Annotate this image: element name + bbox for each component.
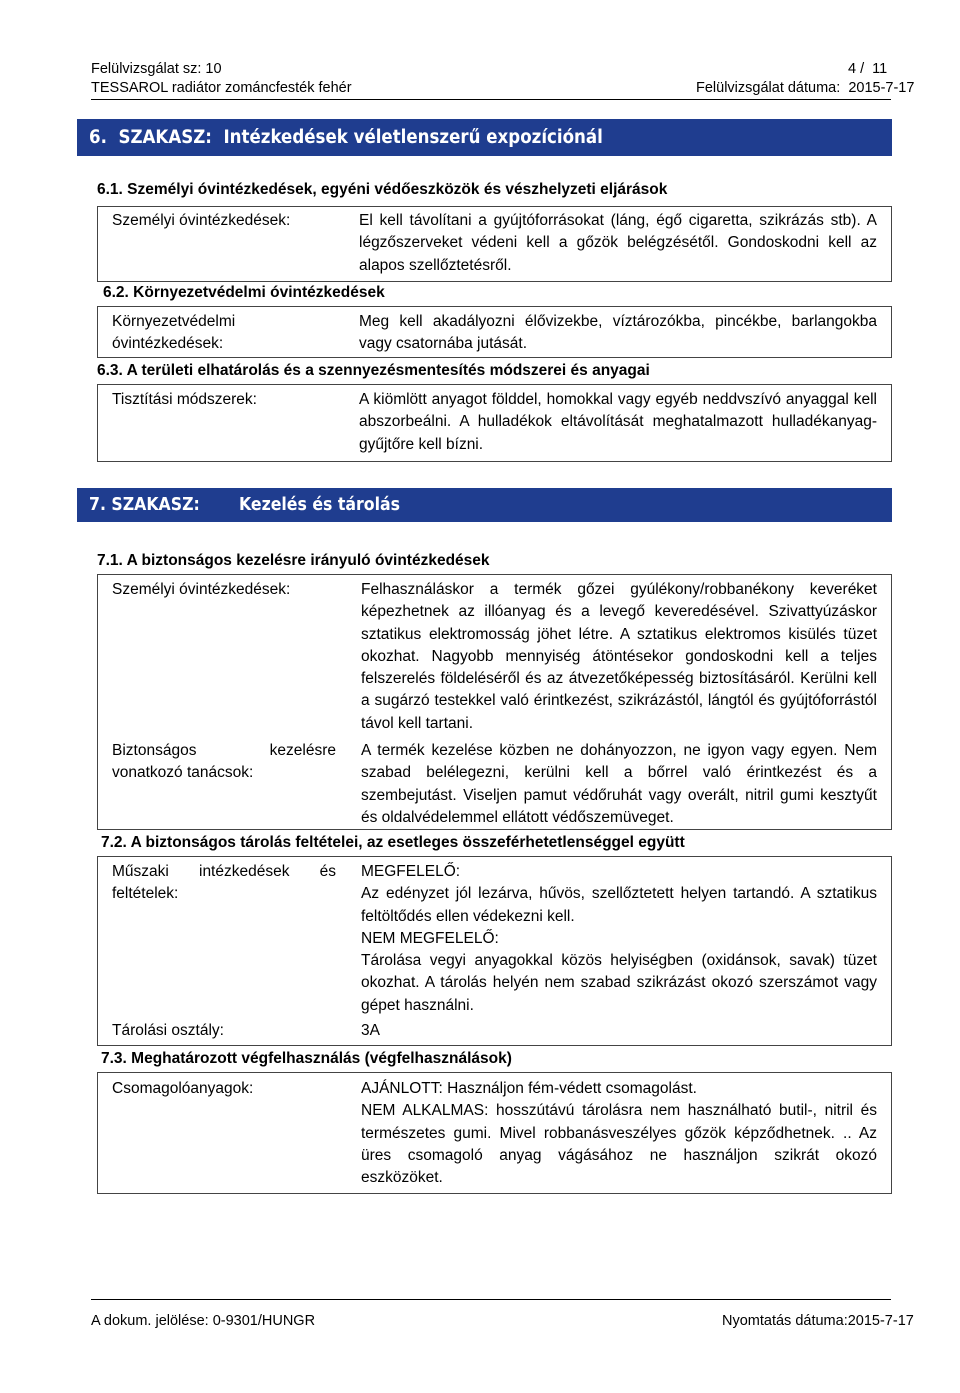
s72-suitable-heading: MEGFELELŐ: <box>361 863 461 880</box>
s73-label: Csomagolóanyagok: <box>112 1080 254 1097</box>
subsection-6-3-title: 6.3. A területi elhatárolás és a szennyezésmentesítés módszerei és anyagai <box>97 362 650 379</box>
s62-label <box>112 311 235 355</box>
s72-suitable-text: Az edényzet jól lezárva, hűvös, szellőztetett helyen tartandó. A sztatikus feltöltődés ellen védekezni kell. <box>361 885 877 925</box>
section-7-title-num: 7. SZAKASZ: <box>89 495 200 515</box>
s63-label: Tisztítási módszerek: <box>112 391 257 408</box>
page-number: 4 / 11 <box>848 61 888 77</box>
section-7-title-bar <box>77 488 892 522</box>
s61-text: El kell távolítani a gyújtóforrásokat (láng, égő cigaretta, szikrázás stb). A légzőszerveket védeni kell a gőzök belégzésétől. Gondoskodni kell az alapos szellőztetésről. <box>359 212 877 274</box>
s72-unsuitable-text: Tárolása vegyi anyagokkal közös helyiségben (oxidánsok, savak) tüzet okozhat. A tárolás helyén nem szabad szikrázást okozó szerszámot vagy gépet használni. <box>361 952 877 1014</box>
s62-label-line2: óvintézkedések: <box>112 335 224 352</box>
s73-packaging-text <box>361 1078 877 1189</box>
subsection-7-3-title: 7.3. Meghatározott végfelhasználás (végfelhasználások) <box>101 1050 512 1067</box>
subsection-6-2-title: 6.2. Környezetvédelmi óvintézkedések <box>103 284 385 301</box>
revision-number: Felülvizsgálat sz: 10 <box>91 61 222 77</box>
subsection-6-1-title: 6.1. Személyi óvintézkedések, egyéni védőeszközök és vészhelyzeti eljárások <box>97 181 668 198</box>
s72-label-technical: Műszaki intézkedések és feltételek: <box>112 863 336 902</box>
s73-recommended: AJÁNLOTT: Használjon fém-védett csomagolást. <box>361 1080 697 1097</box>
section-6-title-bar <box>77 119 892 156</box>
subsection-7-1-title: 7.1. A biztonságos kezelésre irányuló óvintézkedések <box>97 552 490 569</box>
header-rule <box>91 99 891 100</box>
s61-label: Személyi óvintézkedések: <box>112 212 291 229</box>
subsection-7-2-title: 7.2. A biztonságos tárolás feltételei, az esetleges összeférhetetlenséggel együtt <box>101 834 685 851</box>
s71-text-personal: Felhasználáskor a termék gőzei gyúlékony/robbanékony keveréket képezhetnek az illóanyag és a levegő keveredésével. Szivattyúzáskor sztatikus elektromosság jöhet létre. A sztatikus elektromos kisülés tüzet okozhat. Nagyobb mennyiség átöntésekor gondoskodni kell a teljes felszerelés földeléséről és az átvezetőképesség biztosításáról. Kerülni kell a sugárzó testekkel való érintkezést, szikrázástól, lángtól és gyújtóforrástól távol kell tartani. <box>361 581 877 732</box>
s62-label-line1: Környezetvédelmi <box>112 313 236 330</box>
revision-date: Felülvizsgálat dátuma: 2015-7-17 <box>696 80 915 96</box>
product-name: TESSAROL radiátor zománcfesték fehér <box>91 80 352 96</box>
footer-print-date: Nyomtatás dátuma:2015-7-17 <box>722 1313 914 1329</box>
s62-text: Meg kell akadályozni élővizekbe, víztározókba, pincékbe, barlangokba vagy csatornába jutását. <box>359 313 877 353</box>
footer-doc-id: A dokum. jelölése: 0-9301/HUNGR <box>91 1313 316 1329</box>
s72-storage-class-value: 3A <box>361 1022 380 1039</box>
s71-text-advice: A termék kezelése közben ne dohányozzon, ne igyon vagy egyen. Nem szabad belélegezni, kerülni kell a bőrrel való érintkezést és a szembejutást. Viseljen pamut védőruhát vagy overált, nitril gumi kesztyűt és oldalvédelemmel ellátott védőszemüveget. <box>361 742 877 826</box>
s72-unsuitable-heading: NEM MEGFELELŐ: <box>361 929 499 947</box>
section-6-title: 6. SZAKASZ: Intézkedések véletlenszerű expozíciónál <box>89 127 603 148</box>
footer-rule <box>91 1299 891 1300</box>
s63-text: A kiömlött anyagot földdel, homokkal vagy egyéb neddvszívó anyaggal kell abszorbeálni. A hulladékok eltávolítását meghatalmazott hulladékanyag-gyűjtőre kell bízni. <box>359 391 877 453</box>
s71-label-advice: Biztonságos kezelésre vonatkozó tanácsok: <box>112 742 336 781</box>
s72-label-storage-class: Tárolási osztály: <box>112 1022 224 1039</box>
s72-storage-conditions <box>361 861 877 1017</box>
s71-label-personal: Személyi óvintézkedések: <box>112 581 291 598</box>
s73-unsuitable: NEM ALKALMAS: hosszútávú tárolásra nem használható butil-, nitril és természetes gumi. Mivel robbanásveszélyes gőzök képződhetnek. .. Az üres csomagoló anyag vágásához ne használjon szikrát okozó eszközöket. <box>361 1102 877 1187</box>
section-7-title-text: Kezelés és tárolás <box>239 495 400 515</box>
